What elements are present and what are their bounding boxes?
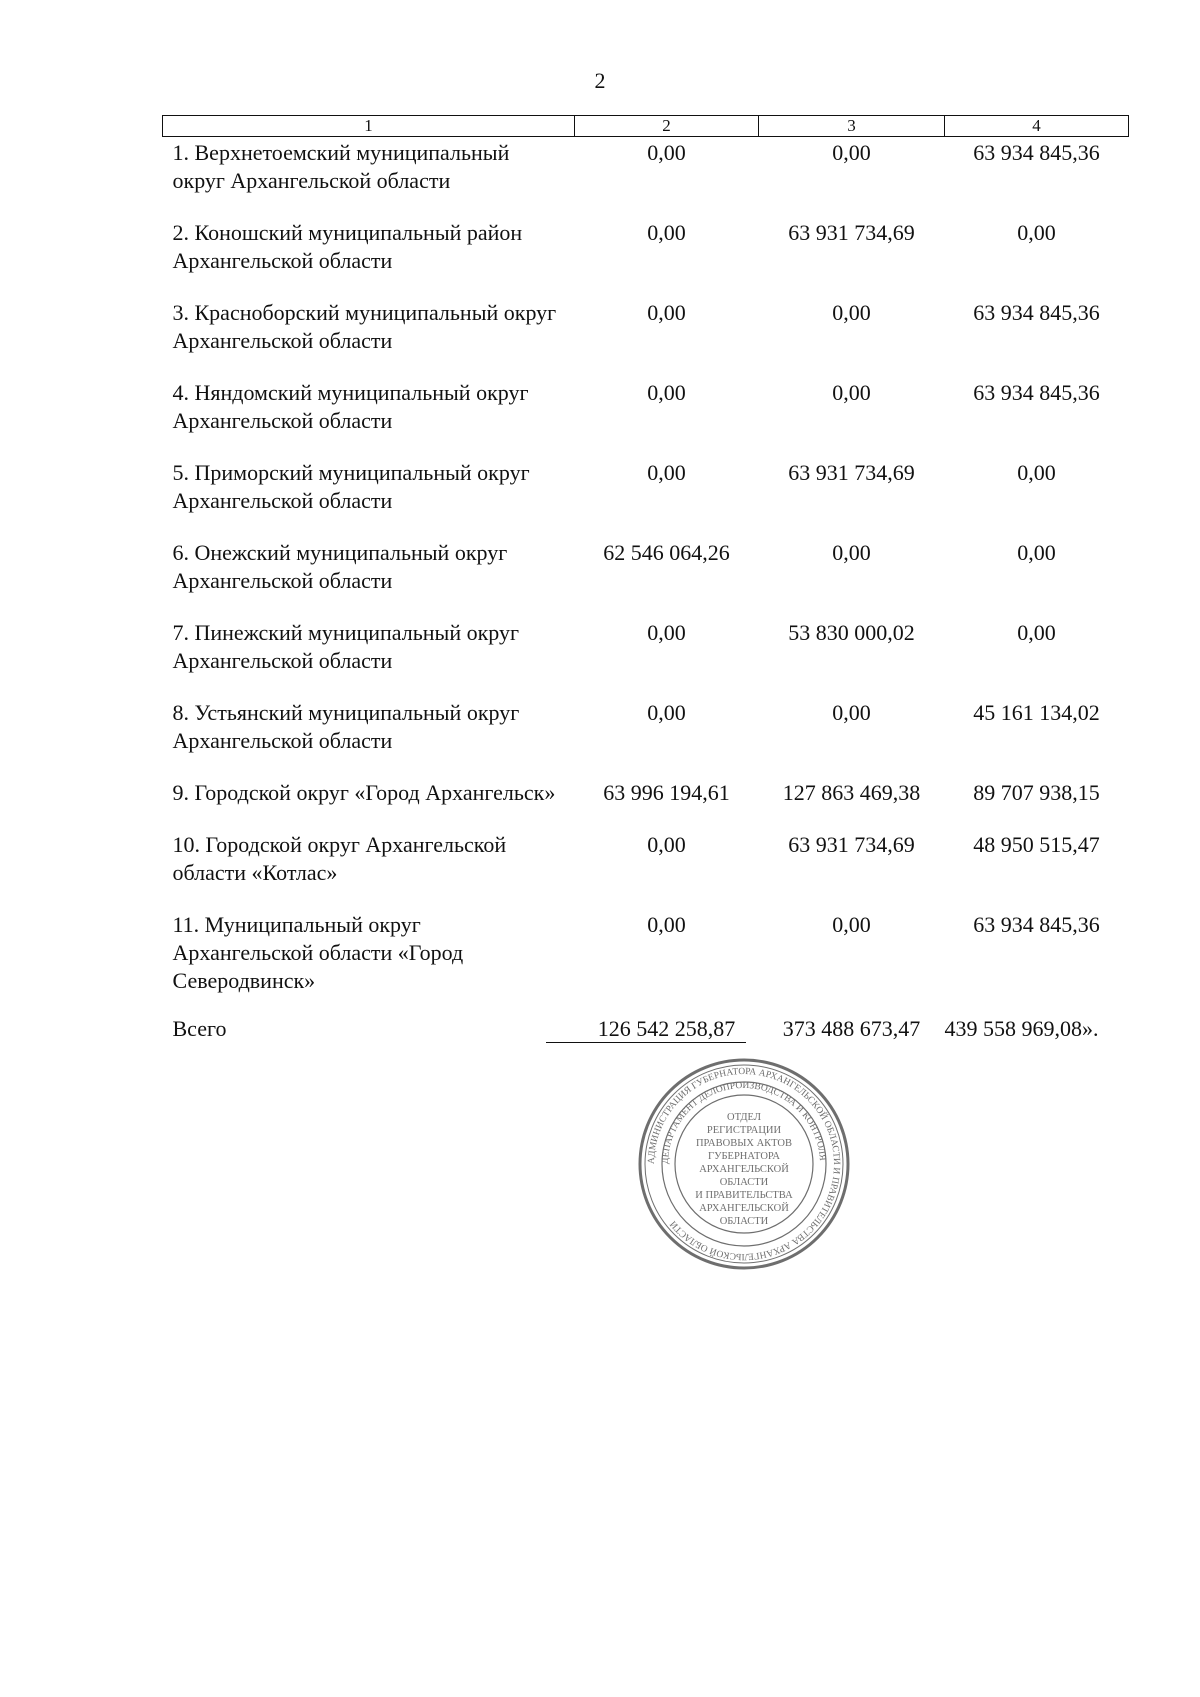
- table-row: [163, 687, 1129, 767]
- seal-graphic: [638, 1058, 850, 1270]
- amount-col-4: 0,00: [1017, 460, 1056, 485]
- municipality-name: 1. Верхнетоемский муниципальный округ Архангельской области: [172, 140, 510, 193]
- amount-col-4: 89 707 938,15: [973, 780, 1100, 805]
- amount-col-4: 63 934 845,36: [973, 300, 1100, 325]
- table-row: [163, 137, 1129, 208]
- amount-col-3: 63 931 734,69: [788, 220, 915, 245]
- amount-col-4: 45 161 134,02: [973, 700, 1100, 725]
- seal-center-line: ГУБЕРНАТОРА: [708, 1151, 780, 1162]
- amount-col-3: 53 830 000,02: [788, 620, 915, 645]
- seal-center-line: АРХАНГЕЛЬСКОЙ: [699, 1164, 789, 1175]
- amount-col-4: 0,00: [1017, 540, 1056, 565]
- header-col-4: 4: [945, 116, 1129, 137]
- municipality-name: 6. Онежский муниципальный округ Архангельской области: [172, 540, 508, 593]
- amount-col-3: 0,00: [832, 380, 871, 405]
- table-row: [163, 207, 1129, 287]
- amount-col-3: 127 863 469,38: [782, 780, 921, 805]
- total-label: Всего: [172, 1016, 227, 1041]
- amount-col-3: 63 931 734,69: [788, 460, 915, 485]
- amount-col-3: 0,00: [832, 700, 871, 725]
- amount-col-3: 0,00: [832, 912, 871, 937]
- amount-col-2: 0,00: [647, 832, 686, 857]
- municipality-name: 2. Коношский муниципальный район Архангельской области: [172, 220, 523, 273]
- amount-col-4: 0,00: [1017, 220, 1056, 245]
- municipality-name: 5. Приморский муниципальный округ Архангельской области: [172, 460, 530, 513]
- header-col-2: 2: [575, 116, 759, 137]
- header-col-3: 3: [759, 116, 945, 137]
- signature-line: [546, 1042, 746, 1043]
- total-col-3: 373 488 673,47: [782, 1016, 921, 1041]
- official-seal: [638, 1058, 850, 1270]
- amount-col-3: 0,00: [832, 540, 871, 565]
- total-row: [163, 1007, 1129, 1055]
- municipality-name: 3. Красноборский муниципальный округ Архангельской области: [172, 300, 557, 353]
- amount-col-2: 0,00: [647, 220, 686, 245]
- column-number-header: [163, 116, 1129, 137]
- amount-col-2: 0,00: [647, 300, 686, 325]
- seal-center-line: ОТДЕЛ: [727, 1112, 761, 1123]
- seal-center-line: РЕГИСТРАЦИИ: [706, 1125, 782, 1136]
- amount-col-2: 0,00: [647, 140, 686, 165]
- amount-col-4: 63 934 845,36: [973, 380, 1100, 405]
- table-row: [163, 367, 1129, 447]
- seal-center-line: И ПРАВИТЕЛЬСТВА: [695, 1190, 793, 1201]
- seal-outer-text: АДМИНИСТРАЦИЯ ГУБЕРНАТОРА АРХАНГЕЛЬСКОЙ ОБЛАСТИ И ПРАВИТЕЛЬСТВА АРХАНГЕЛЬСКОЙ ОБЛАСТИ: [646, 1066, 842, 1262]
- amount-col-2: 0,00: [647, 700, 686, 725]
- amount-col-3: 0,00: [832, 300, 871, 325]
- table-row: [163, 527, 1129, 607]
- municipality-name: 10. Городской округ Архангельской области «Котлас»: [172, 832, 507, 885]
- seal-center-line: ПРАВОВЫХ АКТОВ: [695, 1138, 793, 1149]
- amount-col-4: 48 950 515,47: [973, 832, 1100, 857]
- table-row: [163, 447, 1129, 527]
- page-number: 2: [594, 68, 606, 93]
- amount-col-2: 63 996 194,61: [603, 780, 730, 805]
- municipality-name: 11. Муниципальный округ Архангельской области «Город Северодвинск»: [172, 912, 464, 993]
- municipality-name: 4. Няндомский муниципальный округ Архангельской области: [172, 380, 529, 433]
- allocation-table: [162, 115, 1129, 1055]
- amount-col-4: 0,00: [1017, 620, 1056, 645]
- header-col-1: 1: [163, 116, 575, 137]
- municipality-name: 7. Пинежский муниципальный округ Архангельской области: [172, 620, 520, 673]
- total-col-4: 439 558 969,08».: [944, 1016, 1099, 1041]
- table-row: [163, 607, 1129, 687]
- amount-col-4: 63 934 845,36: [973, 140, 1100, 165]
- amount-col-2: 62 546 064,26: [603, 540, 730, 565]
- seal-center-line: ОБЛАСТИ: [719, 1177, 769, 1188]
- amount-col-2: 0,00: [647, 912, 686, 937]
- seal-inner-ring-text: ДЕПАРТАМЕНТ ДЕЛОПРОИЗВОДСТВА И КОНТРОЛЯ: [660, 1080, 827, 1165]
- amount-col-2: 0,00: [647, 620, 686, 645]
- table-row: [163, 767, 1129, 819]
- seal-center-line: АРХАНГЕЛЬСКОЙ: [699, 1203, 789, 1214]
- amount-col-4: 63 934 845,36: [973, 912, 1100, 937]
- seal-center-text: [695, 1112, 793, 1227]
- amount-col-3: 0,00: [832, 140, 871, 165]
- municipality-name: 9. Городской округ «Город Архангельск»: [172, 780, 556, 805]
- municipality-name: 8. Устьянский муниципальный округ Архангельской области: [172, 700, 520, 753]
- table-row: [163, 899, 1129, 1007]
- amount-col-2: 0,00: [647, 460, 686, 485]
- table-row: [163, 287, 1129, 367]
- table-row: [163, 819, 1129, 899]
- total-col-2: 126 542 258,87: [597, 1016, 736, 1041]
- amount-col-3: 63 931 734,69: [788, 832, 915, 857]
- amount-col-2: 0,00: [647, 380, 686, 405]
- seal-center-line: ОБЛАСТИ: [719, 1216, 769, 1227]
